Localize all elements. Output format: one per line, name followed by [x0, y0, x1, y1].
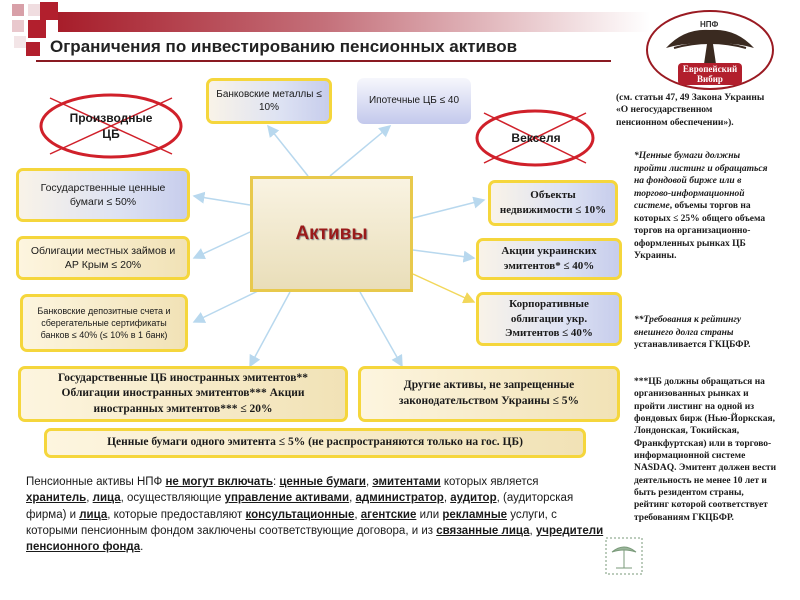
box-ua-shares	[476, 238, 622, 280]
box-foreign	[18, 366, 348, 422]
bt-13: ,	[349, 492, 356, 505]
note-footnote-1-b: , объемы торгов на которых ≤ 25% общего объема торгов на организационно-оформленных рынках ЦБ Украины.	[634, 201, 766, 262]
bt-28: учредители пенсионного фонда	[26, 524, 604, 554]
box-deposits-text: Банковские депозитные счета и сберегательные сертификаты банков ≤ 40% (≤ 10% в 1 банк)	[37, 305, 171, 341]
box-local-bonds	[16, 236, 190, 280]
bt-24: рекламные	[442, 508, 508, 521]
box-single-issuer	[44, 428, 586, 458]
tree-icon	[604, 536, 644, 576]
box-bank-metals-text: Банковские металлы ≤ 10%	[216, 88, 322, 113]
bt-11: , осуществляющие	[120, 492, 225, 505]
excluded-bills: Векселя	[511, 131, 561, 145]
bt-14: администратор	[355, 492, 444, 505]
bt-12: управление активами	[224, 492, 350, 505]
bt-29: .	[140, 541, 144, 554]
bt-1: Пенсионные активы НПФ	[26, 476, 166, 488]
assets-label: Активы	[295, 223, 368, 244]
box-other-assets-text: Другие активы, не запрещенные законодательством Украины ≤ 5%	[398, 379, 580, 407]
bt-2: не могут включать	[165, 476, 273, 488]
bt-22: агентские	[360, 508, 417, 521]
note-footnote-2-a: **Требования к рейтингу внешнего долга страны	[634, 315, 742, 338]
bt-5: ,	[365, 476, 373, 488]
note-law-reference: (см. статьи 47, 49 Закона Украины «О негосударственном пенсионном обеспечении»).	[616, 93, 765, 128]
bt-19: , которые предоставляют	[107, 508, 246, 521]
logo-line2: Вибир	[697, 74, 723, 84]
bt-10: лица	[92, 492, 121, 505]
bt-20: консультационные	[245, 508, 355, 521]
bt-7: которых является	[440, 476, 539, 488]
box-corp-bonds-text: Корпоративные облигации укр. Эмитентов ≤ 40%	[505, 297, 593, 340]
bt-4: ценные бумаги	[279, 476, 366, 488]
bt-27: ,	[529, 524, 536, 537]
bt-6: эмитентами	[372, 476, 441, 488]
bt-9: ,	[86, 492, 93, 505]
box-realty	[488, 180, 618, 226]
bt-26: связанные лица	[436, 524, 530, 537]
note-footnote-3: ***ЦБ должны обращаться на организованных рынках и пройти листинг на одной из фондовых бирж (Нью-Йоркская, Лондонская, Токийская, Франкфуртская) или в торгово-информационной системе NASDAQ. Эмитент должен вести деятельность не менее 10 лет и быть резидентом страны, рейтинг которой соответствует требованиям ГКЦБФР.	[634, 377, 777, 523]
bt-16: аудитор	[450, 492, 497, 505]
bt-21: ,	[354, 508, 361, 521]
logo-line1: Европейский	[682, 64, 738, 74]
note-footnote-1	[634, 150, 774, 263]
bt-8: хранитель	[26, 492, 87, 505]
bt-18: лица	[79, 508, 108, 521]
box-other-assets	[358, 366, 620, 422]
box-bank-metals	[206, 78, 332, 124]
box-corp-bonds	[476, 292, 622, 346]
excluded-derivatives: Производные ЦБ	[69, 111, 153, 141]
box-realty-text: Объекты недвижимости ≤ 10%	[499, 189, 607, 216]
assets-center-box	[250, 176, 413, 292]
box-gov-securities-text: Государственные ценные бумаги ≤ 50%	[40, 181, 166, 208]
note-footnote-1-a: *Ценные бумаги должны пройти листинг и обращаться на фондовой бирже или в торгово-информационной системе	[634, 151, 768, 212]
box-mortgage	[357, 78, 471, 124]
bottom-restrictions-text	[26, 474, 604, 556]
bt-3: :	[272, 476, 280, 488]
note-footnote-2	[634, 314, 774, 352]
box-mortgage-text: Ипотечные ЦБ ≤ 40	[368, 95, 460, 107]
logo-top-text: НПФ	[700, 20, 719, 29]
bt-15: ,	[443, 492, 451, 505]
box-gov-securities	[16, 168, 190, 222]
bt-25: услуги, с которыми пенсионным фондом заключены соответствующие договора, и из	[26, 508, 557, 537]
bt-17: , (аудиторская фирма) и	[26, 492, 574, 521]
box-foreign-text: Государственные ЦБ иностранных эмитентов** Облигации иностранных эмитентов*** Акции иностранных эмитентов*** ≤ 20%	[58, 371, 308, 415]
box-single-issuer-text: Ценные бумаги одного эмитента ≤ 5% (не распространяются только на гос. ЦБ)	[107, 436, 523, 449]
page-title: Ограничения по инвестированию пенсионных активов	[50, 37, 518, 56]
bt-23: или	[416, 508, 443, 521]
box-ua-shares-text: Акции украинских эмитентов* ≤ 40%	[501, 245, 597, 272]
box-deposits	[20, 294, 188, 352]
box-local-bonds-text: Облигации местных займов и АР Крым ≤ 20%	[30, 244, 176, 271]
note-footnote-2-b: устанавливается ГКЦБФР.	[634, 340, 751, 351]
